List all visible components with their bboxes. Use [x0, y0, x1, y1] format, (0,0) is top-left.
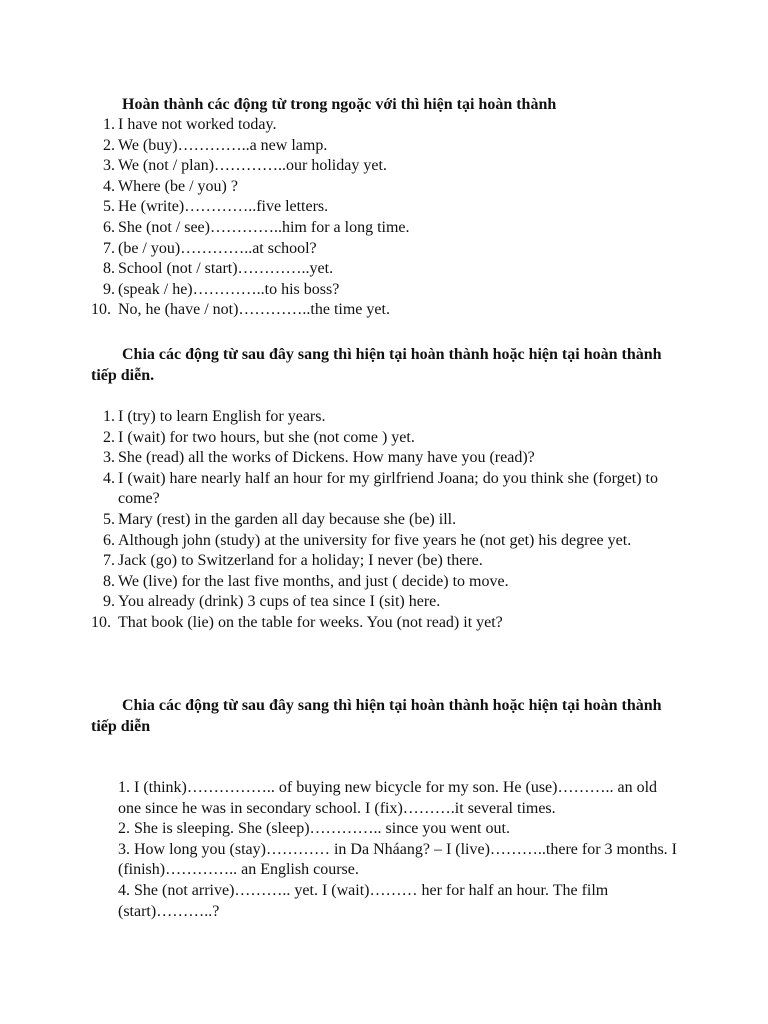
list-item [0, 218, 678, 239]
section-2-heading: Chia các động từ sau đây sang thì hiện tại hoàn thành hoặc hiện tại hoàn thành tiếp diễn. [91, 346, 662, 384]
list-item [0, 115, 678, 136]
item-number: 3. [103, 449, 115, 467]
section-1-heading: Hoàn thành các động từ trong ngoặc với thì hiện tại hoàn thành [122, 96, 557, 113]
item-number: 8. [103, 572, 115, 590]
item-text: (speak / he)…………..to his boss? [118, 280, 340, 298]
list-item [0, 156, 678, 177]
item-text: We (buy)…………..a new lamp. [118, 136, 328, 154]
exercise-section-1 [0, 94, 768, 321]
item-text: She (read) all the works of Dickens. How many have you (read)? [118, 449, 535, 467]
item-number: 5. [103, 198, 115, 216]
item-number: 6. [103, 531, 115, 549]
item-number: 3. [103, 157, 115, 175]
exercise-paragraph: 3. How long you (stay)………… in Da Nháang? – I (live)………..there for 3 months. I (finish)………….. an English course. [118, 840, 677, 879]
item-number: 1. [103, 408, 115, 425]
item-text: Jack (go) to Switzerland for a holiday; I never (be) there. [118, 552, 483, 570]
list-item [0, 428, 678, 449]
list-item [0, 448, 678, 469]
item-number: 10. [91, 613, 111, 631]
list-item [0, 280, 678, 301]
item-text: Mary (rest) in the garden all day because she (be) ill. [118, 510, 457, 528]
item-text: Although john (study) at the university for five years he (not get) his degree yet. [118, 531, 632, 549]
item-number: 9. [103, 593, 115, 611]
list-item [0, 613, 678, 634]
item-text: School (not / start)…………..yet. [118, 260, 334, 278]
item-text: (be / you)…………..at school? [118, 239, 317, 257]
section-3-paragraphs [118, 778, 678, 922]
section-2-list [0, 407, 768, 634]
item-number: 2. [103, 428, 115, 446]
item-text: I have not worked today. [118, 116, 277, 133]
item-text: That book (lie) on the table for weeks. You (not read) it yet? [118, 613, 503, 631]
exercise-section-2 [0, 344, 768, 634]
item-number: 8. [103, 260, 115, 278]
section-1-list [0, 115, 768, 321]
item-text: We (live) for the last five months, and just ( decide) to move. [118, 572, 509, 590]
list-item [0, 510, 678, 531]
item-text: You already (drink) 3 cups of tea since I (sit) here. [118, 593, 441, 611]
list-item [0, 177, 678, 198]
list-item [0, 407, 678, 428]
exercise-section-3 [0, 695, 768, 922]
list-item [0, 572, 678, 593]
list-item [0, 136, 678, 157]
item-text: She (not / see)…………..him for a long time. [118, 218, 410, 236]
list-item [0, 551, 678, 572]
item-number: 7. [103, 552, 115, 570]
item-number: 6. [103, 218, 115, 236]
item-number: 9. [103, 280, 115, 298]
item-text: He (write)…………..five letters. [118, 198, 329, 216]
list-item [0, 300, 678, 321]
item-text: I (wait) hare nearly half an hour for my girlfriend Joana; do you think she (forget) to come? [118, 469, 658, 508]
section-3-heading: Chia các động từ sau đây sang thì hiện tại hoàn thành hoặc hiện tại hoàn thành tiếp diễn [91, 697, 662, 735]
list-item [0, 469, 678, 510]
list-item [0, 592, 678, 613]
item-text: Where (be / you) ? [118, 177, 238, 195]
item-number: 4. [103, 177, 115, 195]
list-item [0, 239, 678, 260]
item-number: 1. [103, 116, 115, 133]
item-text: I (wait) for two hours, but she (not come ) yet. [118, 428, 415, 446]
exercise-paragraph: 4. She (not arrive)……….. yet. I (wait)……… her for half an hour. The film (start)………..? [118, 881, 609, 920]
exercise-paragraph: 2. She is sleeping. She (sleep)………….. since you went out. [118, 820, 510, 838]
item-number: 10. [91, 301, 111, 319]
item-number: 2. [103, 136, 115, 154]
item-text: I (try) to learn English for years. [118, 408, 326, 425]
item-number: 5. [103, 510, 115, 528]
list-item [0, 531, 678, 552]
item-text: No, he (have / not)…………..the time yet. [118, 301, 390, 319]
exercise-paragraph: 1. I (think)…………….. of buying new bicycle for my son. He (use)……….. an old one since he was in secondary school. I (fix)……….it several times. [118, 779, 658, 817]
item-number: 4. [103, 469, 115, 487]
list-item [0, 259, 678, 280]
item-number: 7. [103, 239, 115, 257]
item-text: We (not / plan)…………..our holiday yet. [118, 157, 387, 175]
list-item [0, 197, 678, 218]
